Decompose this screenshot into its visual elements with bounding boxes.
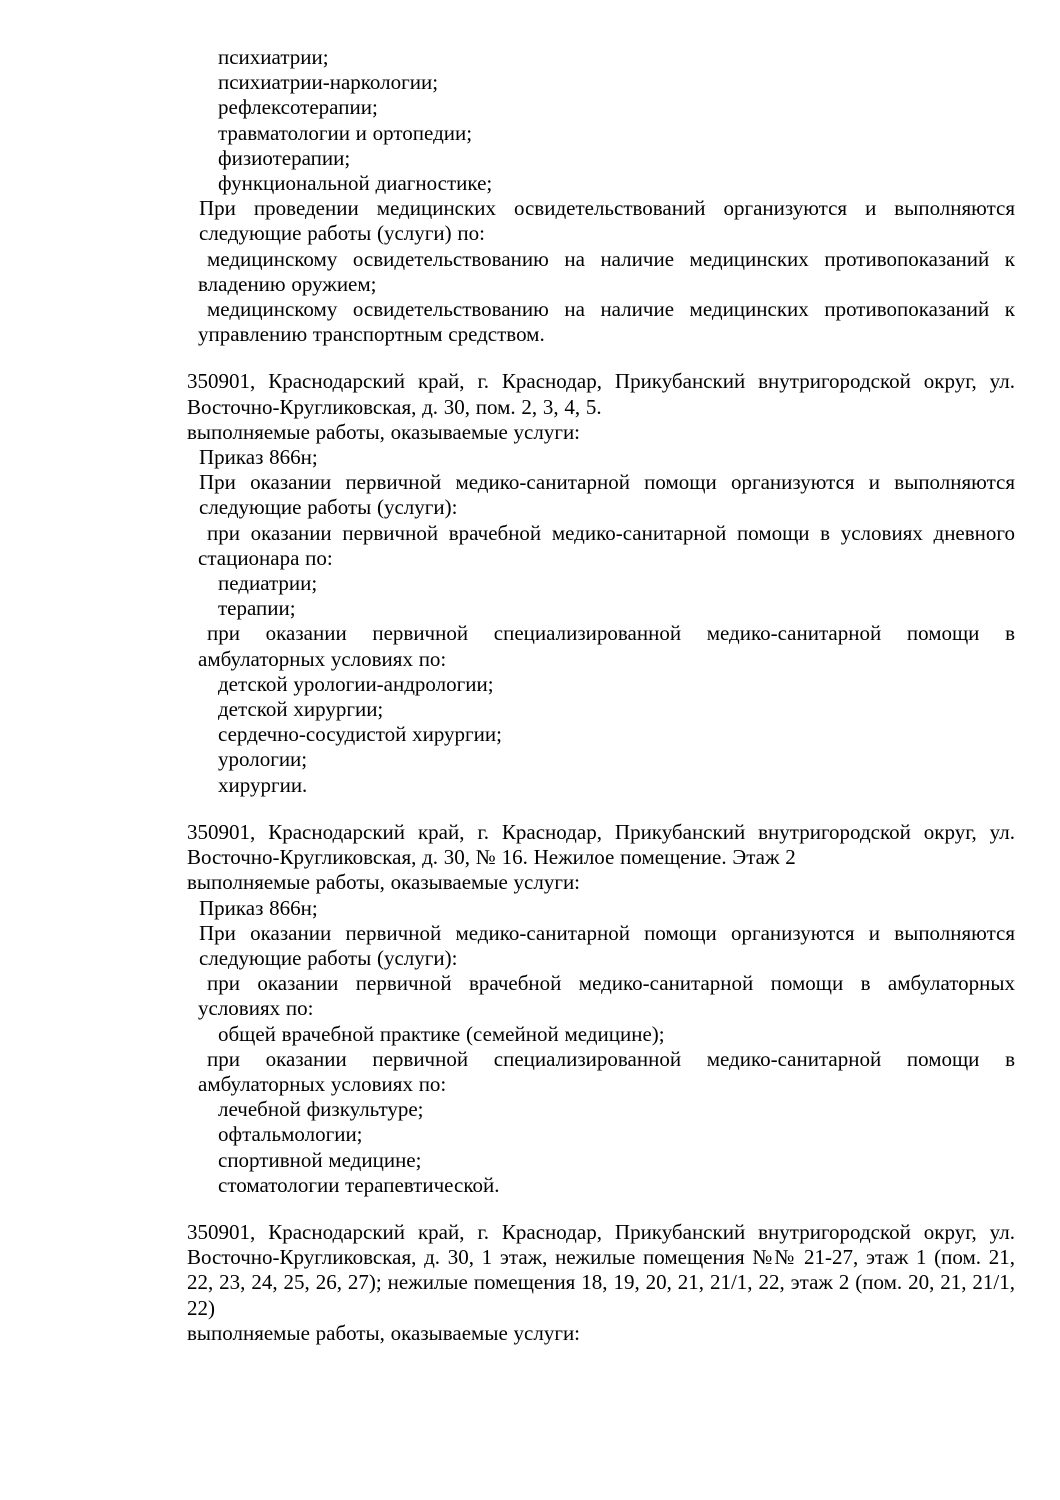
paragraph: 350901, Краснодарский край, г. Краснодар, Прикубанский внутригородской округ, ул. Восточно-Кругликовская, д. 30, пом. 2, 3, 4, 5. (187, 369, 1015, 419)
paragraph: хирургии. (218, 772, 308, 797)
paragraph: урологии; (218, 747, 308, 772)
paragraph: детской хирургии; (218, 697, 384, 722)
paragraph: педиатрии; (218, 571, 318, 596)
paragraph: при оказании первичной врачебной медико-санитарной помощи в амбулаторных условиях по: (198, 971, 1015, 1021)
paragraph: общей врачебной практике (семейной медицине); (218, 1021, 665, 1046)
paragraph: медицинскому освидетельствованию на наличие медицинских противопоказаний к владению оружием; (198, 246, 1015, 296)
paragraph: функциональной диагностике; (218, 171, 493, 196)
paragraph: психиатрии; (218, 45, 329, 69)
paragraph: физиотерапии; (218, 145, 351, 170)
paragraph: при оказании первичной специализированной медико-санитарной помощи в амбулаторных условиях по: (198, 1046, 1015, 1096)
paragraph: при оказании первичной врачебной медико-санитарной помощи в условиях дневного стационара по: (198, 520, 1015, 570)
paragraph: спортивной медицине; (218, 1147, 422, 1172)
paragraph: При оказании первичной медико-санитарной помощи организуются и выполняются следующие работы (услуги): (199, 470, 1015, 520)
paragraph: травматологии и ортопедии; (218, 120, 473, 145)
paragraph: 350901, Краснодарский край, г. Краснодар, Прикубанский внутригородской округ, ул. Восточно-Кругликовская, д. 30, № 16. Нежилое помещение. Этаж 2 (187, 819, 1015, 870)
paragraph: Приказ 866н; (199, 895, 318, 920)
paragraph: выполняемые работы, оказываемые услуги: (187, 870, 581, 895)
paragraph: стоматологии терапевтической. (218, 1172, 500, 1197)
paragraph: психиатрии-наркологии; (218, 70, 439, 95)
paragraph: выполняемые работы, оказываемые услуги: (187, 1320, 581, 1345)
document-section (187, 820, 1015, 1198)
paragraph: При проведении медицинских освидетельствований организуются и выполняются следующие работы (услуги) по: (199, 196, 1015, 246)
paragraph: рефлексотерапии; (218, 95, 378, 120)
paragraph: офтальмологии; (218, 1122, 363, 1147)
document-section (187, 1220, 1015, 1346)
paragraph: сердечно-сосудистой хирургии; (218, 722, 502, 747)
paragraph: медицинскому освидетельствованию на наличие медицинских противопоказаний к управлению транспортным средством. (198, 297, 1015, 347)
paragraph: терапии; (218, 596, 296, 621)
paragraph: выполняемые работы, оказываемые услуги: (187, 419, 581, 444)
paragraph: при оказании первичной специализированной медико-санитарной помощи в амбулаторных условиях по: (198, 621, 1015, 671)
paragraph: лечебной физкультуре; (218, 1097, 424, 1122)
paragraph: Приказ 866н; (199, 445, 318, 470)
document-section (187, 369, 1015, 797)
document-section (187, 45, 1015, 347)
paragraph: 350901, Краснодарский край, г. Краснодар, Прикубанский внутригородской округ, ул. Восточно-Кругликовская, д. 30, 1 этаж, нежилые помещения №№ 21-27, этаж 1 (пом. 21, 22, 23, 24, 25, 26, 27); нежилые помещения 18, 19, 20, 21, 21/1, 22, этаж 2 (пом. 20, 21, 21/1, 22) (187, 1219, 1015, 1320)
paragraph: детской урологии-андрологии; (218, 671, 494, 696)
paragraph: При оказании первичной медико-санитарной помощи организуются и выполняются следующие работы (услуги): (199, 920, 1015, 970)
